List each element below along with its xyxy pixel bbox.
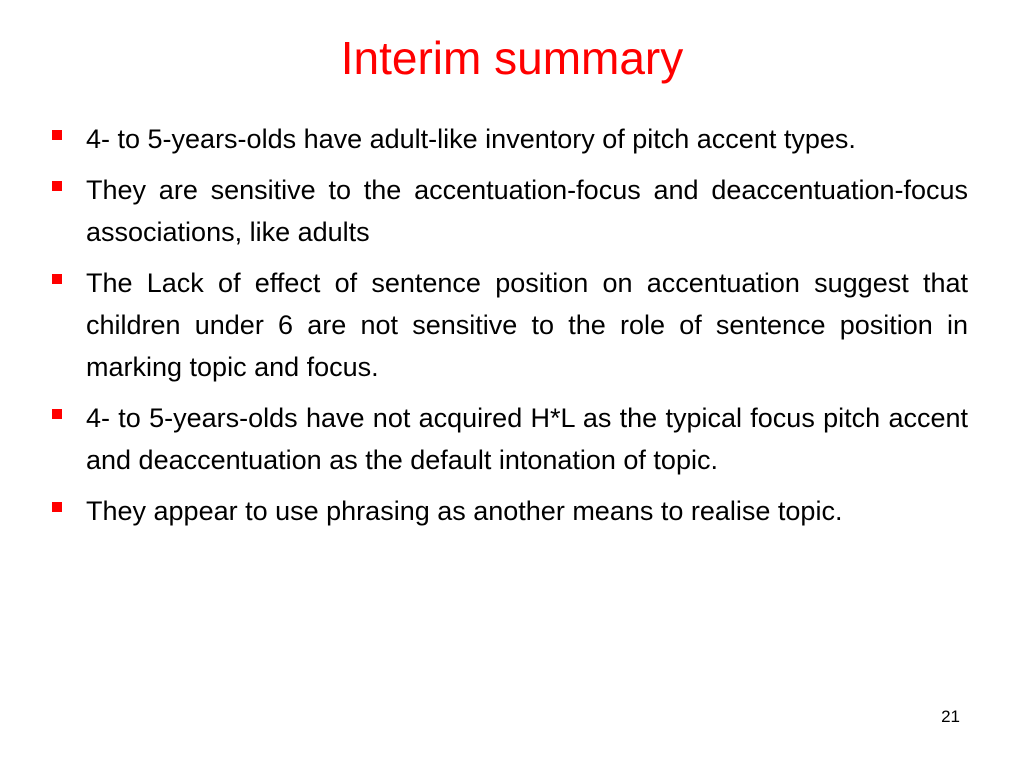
bullet-item (46, 118, 968, 160)
bullet-list (46, 118, 968, 541)
square-bullet-icon (52, 274, 62, 284)
bullet-text: 4- to 5-years-olds have adult-like inventory of pitch accent types. (86, 124, 856, 154)
bullet-text: 4- to 5-years-olds have not acquired H*L as the typical focus pitch accent and deaccentuation as the default intonation of topic. (86, 403, 968, 475)
slide-title: Interim summary (340, 32, 684, 84)
bullet-text: They appear to use phrasing as another means to realise topic. (86, 496, 843, 526)
bullet-item (46, 169, 968, 253)
square-bullet-icon (52, 502, 62, 512)
square-bullet-icon (52, 409, 62, 419)
page-number: 21 (941, 707, 960, 726)
bullet-text: The Lack of effect of sentence position on accentuation suggest that children under 6 are not sensitive to the role of sentence position in marking topic and focus. (86, 268, 968, 382)
bullet-item (46, 490, 968, 532)
square-bullet-icon (52, 181, 62, 191)
bullet-item (46, 397, 968, 481)
bullet-item (46, 262, 968, 388)
square-bullet-icon (52, 130, 62, 140)
bullet-text: They are sensitive to the accentuation-focus and deaccentuation-focus associations, like adults (86, 175, 968, 247)
